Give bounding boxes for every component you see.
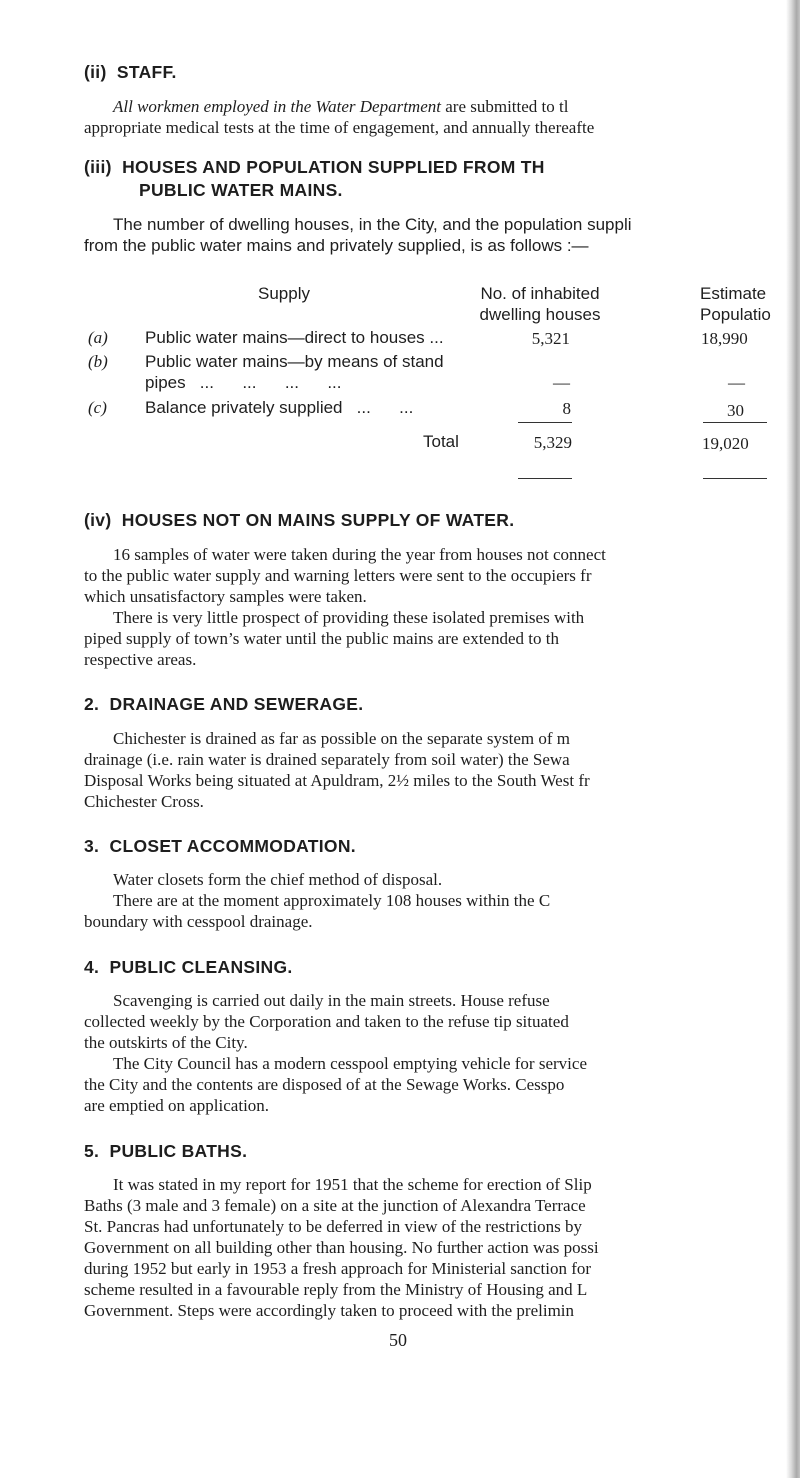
staff-line-1-rest: are submitted to tl [440,97,569,116]
cleansing-line-4: The City Council has a modern cesspool emptying vehicle for service [113,1054,587,1073]
table-row-b-population: — [728,373,745,392]
table-row-a-label: (a) [88,328,108,347]
staff-heading: (ii) STAFF. [84,62,177,82]
total-rule-houses [518,478,572,479]
not-on-mains-line-6: respective areas. [84,650,197,669]
not-on-mains-line-2: to the public water supply and warning letters were sent to the occupiers fr [84,566,592,585]
cleansing-line-2: collected weekly by the Corporation and taken to the refuse tip situated [84,1012,569,1031]
baths-line-4: Government on all building other than housing. No further action was possi [84,1238,599,1257]
table-row-c-label: (c) [88,398,107,417]
baths-line-3: St. Pancras had unfortunately to be deferred in view of the restrictions by [84,1217,583,1236]
table-row-a-population: 18,990 [701,329,748,348]
not-on-mains-line-5: piped supply of town’s water until the public mains are extended to th [84,629,559,648]
table-row-a-desc: Public water mains—direct to houses ... [145,328,444,347]
closet-heading: 3. CLOSET ACCOMMODATION. [84,836,356,856]
closet-line-2: There are at the moment approximately 108 houses within the C [113,891,551,910]
table-header-population-2: Populatio [700,305,771,324]
subtotal-rule-population [703,422,767,423]
table-header-supply: Supply [258,284,310,303]
table-total-houses: 5,329 [533,433,572,452]
houses-heading-line-2: PUBLIC WATER MAINS. [139,180,343,200]
drainage-line-1: Chichester is drained as far as possible on the separate system of m [113,729,570,748]
closet-line-1: Water closets form the chief method of disposal. [113,870,443,889]
page-number: 50 [389,1330,407,1350]
table-header-houses-1: No. of inhabited [480,284,600,303]
baths-line-6: scheme resulted in a favourable reply from the Ministry of Housing and L [84,1280,588,1299]
table-total-population: 19,020 [702,434,749,453]
table-header-population-1: Estimate [700,284,767,303]
not-on-mains-line-4: There is very little prospect of providing these isolated premises with [113,608,585,627]
baths-line-2: Baths (3 male and 3 female) on a site at the junction of Alexandra Terrace [84,1196,586,1215]
table-row-b-houses: — [553,373,570,392]
houses-heading-line-1: (iii) HOUSES AND POPULATION SUPPLIED FROM TH [84,157,545,177]
drainage-line-2: drainage (i.e. rain water is drained separately from soil water) the Sewa [84,750,570,769]
drainage-heading: 2. DRAINAGE AND SEWERAGE. [84,694,364,714]
baths-line-1: It was stated in my report for 1951 that the scheme for erection of Slip [113,1175,592,1194]
houses-intro-line-1: The number of dwelling houses, in the City, and the population suppli [113,215,632,234]
total-rule-population [703,478,767,479]
page-binding-shadow [786,0,800,1478]
table-row-b-desc-2: pipes ... ... ... ... [145,373,342,392]
cleansing-line-1: Scavenging is carried out daily in the main streets. House refuse [113,991,550,1010]
cleansing-heading: 4. PUBLIC CLEANSING. [84,957,293,977]
table-row-c-houses: 8 [562,399,571,418]
closet-line-3: boundary with cesspool drainage. [84,912,313,931]
table-row-b-desc: Public water mains—by means of stand [145,352,444,371]
baths-heading: 5. PUBLIC BATHS. [84,1141,248,1161]
not-on-mains-line-3: which unsatisfactory samples were taken. [84,587,367,606]
baths-line-7: Government. Steps were accordingly taken to proceed with the prelimin [84,1301,575,1320]
cleansing-line-5: the City and the contents are disposed of at the Sewage Works. Cesspo [84,1075,565,1094]
cleansing-line-3: the outskirts of the City. [84,1033,248,1052]
table-row-c-population: 30 [727,401,744,420]
table-total-label: Total [423,432,459,451]
not-on-mains-line-1: 16 samples of water were taken during the year from houses not connect [113,545,606,564]
table-row-c-desc: Balance privately supplied ... ... [145,398,414,417]
cleansing-line-6: are emptied on application. [84,1096,270,1115]
drainage-line-4: Chichester Cross. [84,792,204,811]
table-header-houses-2: dwelling houses [479,305,601,324]
houses-intro-line-2: from the public water mains and privately supplied, is as follows :— [84,236,589,255]
staff-italic-text: All workmen employed in the Water Department [113,97,441,116]
baths-line-5: during 1952 but early in 1953 a fresh approach for Ministerial sanction for [84,1259,592,1278]
staff-paragraph-line-2: appropriate medical tests at the time of engagement, and annually thereafte [84,118,595,137]
subtotal-rule-houses [518,422,572,423]
table-row-a-houses: 5,321 [531,329,570,348]
table-row-b-label: (b) [88,352,108,371]
staff-paragraph-line-1 [113,96,568,117]
drainage-line-3: Disposal Works being situated at Apuldram, 2½ miles to the South West fr [84,771,590,790]
not-on-mains-heading: (iv) HOUSES NOT ON MAINS SUPPLY OF WATER. [84,510,515,530]
